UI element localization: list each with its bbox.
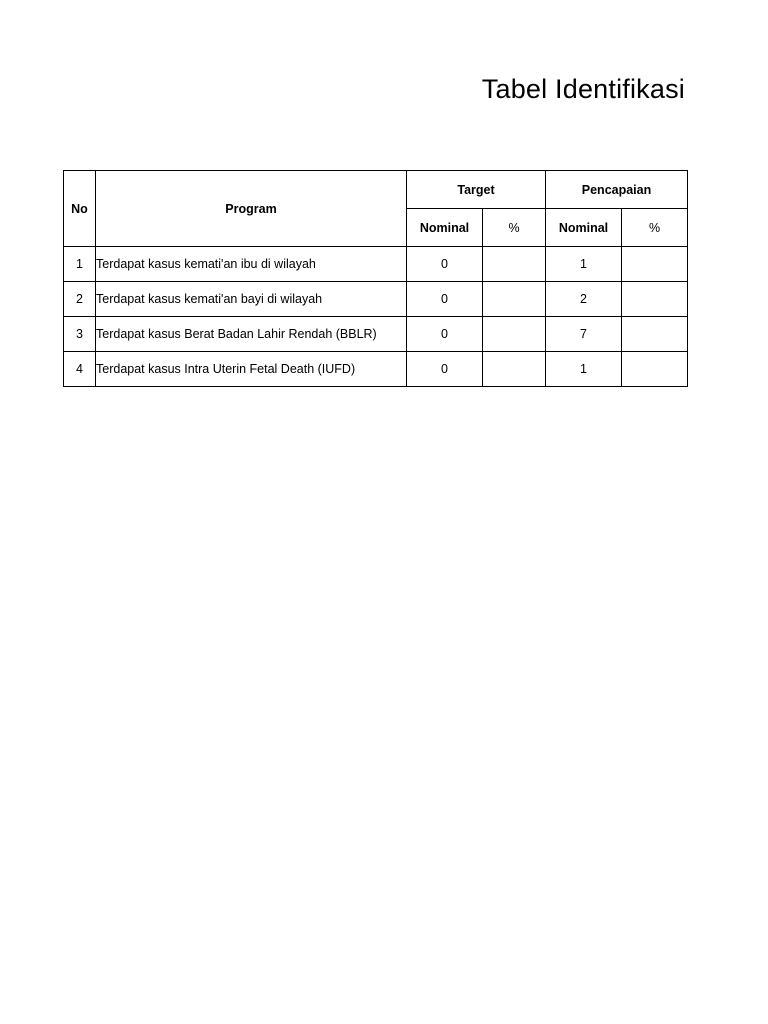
- row-pencapaian-nominal: 2: [546, 282, 622, 317]
- header-target-percent: %: [483, 209, 546, 247]
- row-target-percent: [483, 247, 546, 282]
- row-target-nominal: 0: [407, 317, 483, 352]
- row-pencapaian-nominal: 1: [546, 352, 622, 387]
- row-target-percent: [483, 352, 546, 387]
- row-target-percent: [483, 317, 546, 352]
- row-target-nominal: 0: [407, 352, 483, 387]
- row-program: Terdapat kasus Berat Badan Lahir Rendah (BBLR): [96, 317, 407, 352]
- header-pencapaian-nominal: Nominal: [546, 209, 622, 247]
- header-no: No: [64, 171, 96, 247]
- row-program: Terdapat kasus kemati'an ibu di wilayah: [96, 247, 407, 282]
- row-pencapaian-percent: [622, 317, 688, 352]
- row-no: 2: [64, 282, 96, 317]
- row-no: 1: [64, 247, 96, 282]
- row-target-nominal: 0: [407, 282, 483, 317]
- identification-table: [63, 170, 688, 387]
- header-pencapaian: Pencapaian: [546, 171, 688, 209]
- table-row: [64, 282, 688, 317]
- row-program: Terdapat kasus Intra Uterin Fetal Death (IUFD): [96, 352, 407, 387]
- table-header-row: [64, 171, 688, 209]
- table-row: [64, 317, 688, 352]
- header-program: Program: [96, 171, 407, 247]
- row-target-percent: [483, 282, 546, 317]
- row-pencapaian-percent: [622, 282, 688, 317]
- row-no: 4: [64, 352, 96, 387]
- table-row: [64, 247, 688, 282]
- header-target: Target: [407, 171, 546, 209]
- table-row: [64, 352, 688, 387]
- row-pencapaian-percent: [622, 247, 688, 282]
- row-pencapaian-nominal: 7: [546, 317, 622, 352]
- row-pencapaian-nominal: 1: [546, 247, 622, 282]
- row-target-nominal: 0: [407, 247, 483, 282]
- page-title: Tabel Identifikasi: [481, 74, 685, 104]
- row-no: 3: [64, 317, 96, 352]
- row-program: Terdapat kasus kemati'an bayi di wilayah: [96, 282, 407, 317]
- header-pencapaian-percent: %: [622, 209, 688, 247]
- header-target-nominal: Nominal: [407, 209, 483, 247]
- row-pencapaian-percent: [622, 352, 688, 387]
